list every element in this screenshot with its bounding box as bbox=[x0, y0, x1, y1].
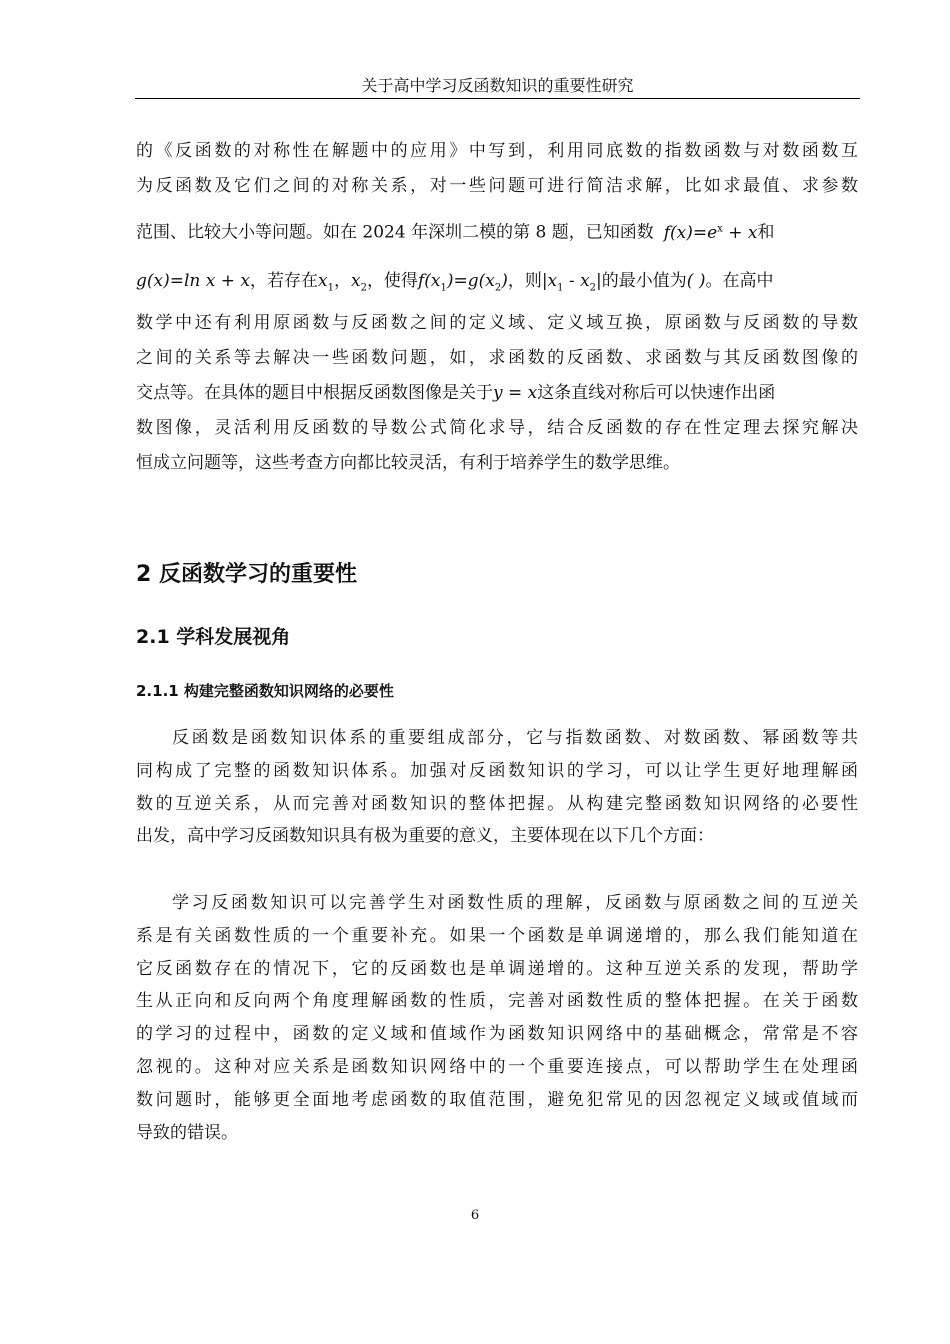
math-formula bbox=[318, 271, 334, 294]
text-line bbox=[136, 204, 858, 256]
section-heading-level3: 2.1.1 构建完整函数知识网络的必要性 bbox=[136, 682, 394, 700]
math-subscript: 2 bbox=[360, 282, 367, 294]
math-text: |x bbox=[541, 271, 558, 291]
math-subscript: 1 bbox=[557, 282, 564, 294]
text-span: 范围、比较大小等问题。如在 2024 年深圳二模的第 8 题，已知函数 bbox=[136, 222, 654, 243]
text-line: 导致的错误。 bbox=[136, 1122, 238, 1143]
text-span: ，若存在 bbox=[250, 271, 318, 291]
text-line: 数问题时，能够更全面地考虑函数的取值范围，避免犯常见的因忽视定义域或值域而 bbox=[136, 1089, 858, 1110]
math-formula bbox=[417, 271, 508, 294]
text-line: 忽视的。这种对应关系是函数知识网络中的一个重要连接点，可以帮助学生在处理函 bbox=[136, 1056, 858, 1077]
text-line: 系是有关函数性质的一个重要补充。如果一个函数是单调递增的，那么我们能知道在 bbox=[136, 925, 858, 946]
math-formula: g(x)=ln x + x bbox=[136, 271, 250, 291]
math-text: x bbox=[318, 271, 328, 291]
math-text: f(x bbox=[417, 271, 441, 291]
math-text: f(x)=e bbox=[663, 222, 718, 243]
text-span: ，使得 bbox=[366, 271, 418, 291]
math-text: - x bbox=[563, 271, 590, 291]
text-line: 恒成立问题等，这些考查方向都比较灵活，有利于培养学生的数学思维。 bbox=[136, 453, 680, 473]
math-formula: ( ) bbox=[686, 271, 706, 291]
math-subscript: 1 bbox=[440, 282, 447, 294]
math-subscript: 2 bbox=[589, 282, 597, 294]
math-text: )=g(x bbox=[446, 271, 495, 291]
math-formula bbox=[541, 271, 602, 294]
text-span: ，则 bbox=[507, 271, 542, 291]
math-text: ) bbox=[501, 271, 508, 291]
text-span: 和 bbox=[757, 222, 775, 243]
paragraph-1 bbox=[136, 134, 858, 481]
math-superscript: x bbox=[717, 223, 723, 234]
header-divider bbox=[135, 98, 860, 99]
text-span: 这条直线对称后可以快速作出函 bbox=[537, 383, 776, 403]
paragraph-2 bbox=[136, 722, 858, 853]
math-subscript: 1 bbox=[327, 282, 334, 294]
math-formula bbox=[664, 223, 758, 243]
text-line: 为反函数及它们之间的对称关系，对一些问题可进行简洁求解，比如求最值、求参数 bbox=[136, 176, 858, 196]
text-line bbox=[136, 256, 858, 306]
text-line: 之间的关系等去解决一些函数问题，如，求函数的反函数、求函数与其反函数图像的 bbox=[136, 348, 858, 368]
text-span: 。在高中 bbox=[705, 271, 774, 291]
math-text: | bbox=[596, 271, 602, 291]
section-heading-level2: 2.1 学科发展视角 bbox=[136, 626, 291, 648]
text-line: 数图像，灵活利用反函数的导数公式简化求导，结合反函数的存在性定理去探究解决 bbox=[136, 418, 858, 438]
math-formula bbox=[350, 271, 367, 294]
math-formula: y = x bbox=[493, 383, 538, 403]
math-text: + x bbox=[722, 222, 758, 243]
text-line: 它反函数存在的情况下，它的反函数也是单调递增的。这种互逆关系的发现，帮助学 bbox=[136, 958, 858, 979]
text-span: ， bbox=[333, 271, 351, 291]
text-line: 的学习的过程中，函数的定义域和值域作为函数知识网络中的基础概念，常常是不容 bbox=[136, 1024, 858, 1045]
text-line: 生从正向和反向两个角度理解函数的性质，完善对函数性质的整体把握。在关于函数 bbox=[136, 991, 858, 1012]
text-line: 数的互逆关系，从而完善对函数知识的整体把握。从构建完整函数知识网络的必要性 bbox=[136, 793, 858, 814]
text-line: 同构成了完整的函数知识体系。加强对反函数知识的学习，可以让学生更好地理解函 bbox=[136, 760, 858, 781]
text-line: 反函数是函数知识体系的重要组成部分，它与指数函数、对数函数、幂函数等共 bbox=[172, 728, 858, 748]
text-line: 出发，高中学习反函数知识具有极为重要的意义，主要体现在以下几个方面： bbox=[136, 826, 714, 847]
running-header: 关于高中学习反函数知识的重要性研究 bbox=[361, 76, 634, 95]
text-line: 数学中还有利用原函数与反函数之间的定义域、定义域互换，原函数与反函数的导数 bbox=[136, 313, 858, 333]
text-line: 的《反函数的对称性在解题中的应用》中写到，利用同底数的指数函数与对数函数互 bbox=[136, 141, 858, 161]
text-span: 交点等。在具体的题目中根据反函数图像是关于 bbox=[136, 383, 493, 403]
paragraph-3 bbox=[136, 887, 858, 1149]
math-text: x bbox=[350, 271, 361, 291]
text-line: 学习反函数知识可以完善学生对函数性质的理解，反函数与原函数之间的互逆关 bbox=[172, 893, 858, 913]
section-heading-level1: 2 反函数学习的重要性 bbox=[136, 562, 357, 587]
text-span: 的最小值为 bbox=[601, 271, 687, 291]
text-line bbox=[136, 376, 858, 411]
page-number: 6 bbox=[470, 1208, 480, 1223]
math-subscript: 2 bbox=[494, 282, 502, 294]
